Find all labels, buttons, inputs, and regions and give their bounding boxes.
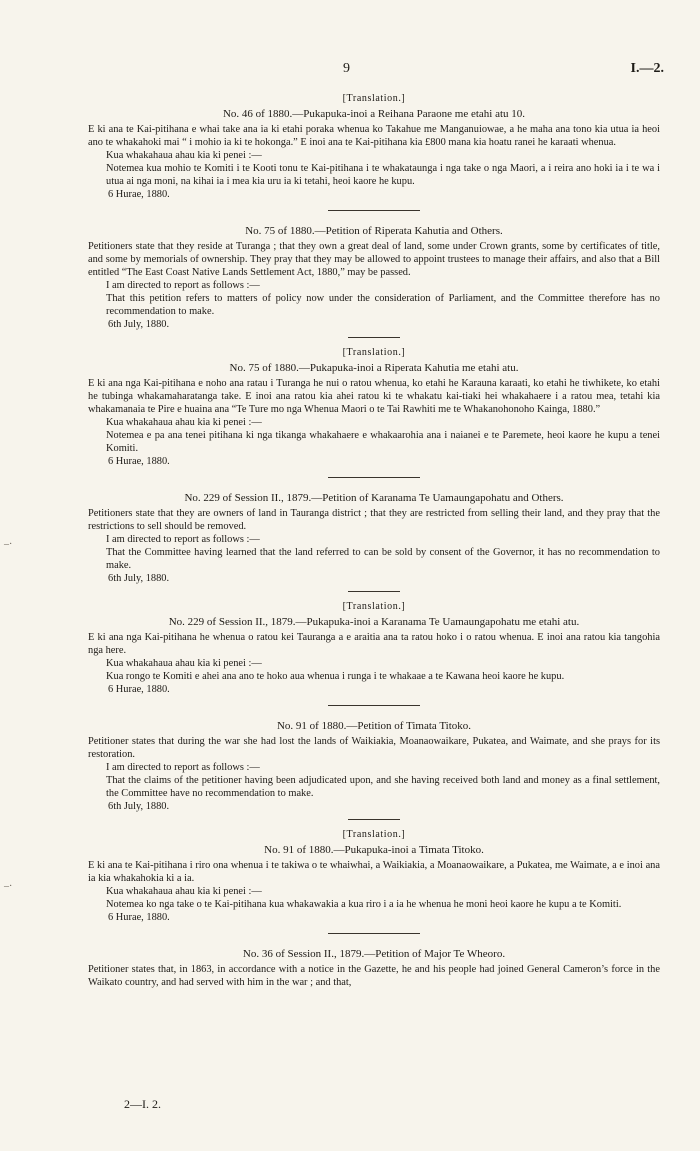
committee-report: That this petition refers to matters of policy now under the consideration of Parliament, and the Committee therefore has no recommendation to make. (106, 293, 660, 317)
report-directive: Kua whakahaua ahau kia ki penei :— (106, 417, 262, 428)
petition-body: E ki ana nga Kai-pitihana e noho ana ratau i Turanga he nui o ratou whenua, ko etahi he Karauna karaati, ko etahi he tiwhikete, ko etahi he tubinga whakamaharatanga take. E inoi ana ratou kia ahei ratou ki te whakatu kai-tiaki hei whakahaere i a ratou mea, tetahi kia whakamanaia te Pire e huaina ana “Te Ture mo nga Whenua Maori o te Tai Rawhiti me te Whakanohonoho Kainga, 1880.” (88, 378, 660, 415)
margin-mark: –· (4, 539, 13, 550)
petition-heading: No. 229 of Session II., 1879.—Pukapuka-inoi a Karanama Te Uamaungapohatu me etahi atu. (168, 616, 580, 628)
report-date: 6th July, 1880. (108, 319, 170, 330)
report-directive: Kua whakahaua ahau kia ki penei :— (106, 150, 262, 161)
report-date: 6 Hurae, 1880. (108, 684, 170, 695)
committee-report: Notemea ko nga take o te Kai-pitihana kua whakawakia a kua riro i a ia he whenua he moni heoi kaore he kupu a te Komiti. (106, 899, 622, 910)
translation-label: [Translation.] (342, 601, 406, 612)
document-body (88, 92, 660, 989)
report-directive: I am directed to report as follows :— (106, 762, 260, 773)
report-date: 6 Hurae, 1880. (108, 912, 170, 923)
section-divider (348, 591, 400, 592)
committee-report: Notemea e pa ana tenei pitihana ki nga tikanga whakahaere e whakaarohia ana i naianei e te Paremete, heoi kaore he kupu a tenei Komiti. (106, 430, 660, 454)
section-divider (328, 477, 420, 478)
signature-mark: 2—I. 2. (124, 1097, 161, 1111)
petition-body: Petitioner states that, in 1863, in accordance with a notice in the Gazette, he and his people had joined General Cameron’s force in the Waikato country, and had served with him in the war ; and that, (88, 964, 660, 988)
petition-heading: No. 91 of 1880.—Petition of Timata Titoko. (276, 720, 472, 732)
section-divider (328, 705, 420, 706)
report-date: 6th July, 1880. (108, 801, 170, 812)
petition-heading: No. 36 of Session II., 1879.—Petition of Major Te Wheoro. (242, 948, 506, 960)
section-divider (348, 819, 400, 820)
report-directive: I am directed to report as follows :— (106, 534, 260, 545)
petition-heading: No. 229 of Session II., 1879.—Petition of Karanama Te Uamaungapohatu and Others. (184, 492, 564, 504)
committee-report: Notemea kua mohio te Komiti i te Kooti tonu te Kai-pitihana i te whakataunga i nga take o nga Maori, a i reira ano hoki ia i te wa i utua ai nga moni, na kihai ia i mea kia uru ia ki tetahi, heoi kaore he kupu. (106, 163, 660, 187)
translation-label: [Translation.] (342, 93, 406, 104)
petition-heading: No. 46 of 1880.—Pukapuka-inoi a Reihana Paraone me etahi atu 10. (222, 108, 526, 120)
committee-report: That the Committee having learned that the land referred to can be sold by consent of the Governor, it has no recommendation to make. (106, 547, 660, 571)
petition-body: E ki ana te Kai-pitihana i riro ona whenua i te takiwa o te whaiwhai, a Waikiakia, a Moanaowaikare, a Pukatea, me Waimate, a e inoi ana ia kia whakahokia ki a ia. (88, 860, 660, 884)
report-directive: Kua whakahaua ahau kia ki penei :— (106, 886, 262, 897)
petition-body: Petitioners state that they reside at Turanga ; that they own a great deal of land, some under Crown grants, some by certificates of title, and some by memorials of ownership. They pray that they may be allowed to appoint trustees to manage their affairs, and also that a Bill entitled “The East Coast Native Lands Settlement Act, 1880,” may be passed. (88, 241, 660, 278)
section-divider (328, 210, 420, 211)
petition-heading: No. 75 of 1880.—Pukapuka-inoi a Riperata Kahutia me etahi atu. (229, 362, 519, 374)
report-directive: I am directed to report as follows :— (106, 280, 260, 291)
margin-mark: –· (4, 881, 13, 892)
page-header (0, 62, 700, 78)
section-divider (348, 337, 400, 338)
report-date: 6th July, 1880. (108, 573, 170, 584)
page-number: 9 (343, 61, 350, 76)
petition-body: E ki ana nga Kai-pitihana he whenua o ratou kei Tauranga a e araitia ana ta ratou hoko i o ratou whenua. E inoi ana ratou kia tangohia nga here. (88, 632, 660, 656)
petition-body: Petitioners state that they are owners of land in Tauranga district ; that they are restricted from selling their land, and they pray that the restrictions to sell should be removed. (88, 508, 660, 532)
report-directive: Kua whakahaua ahau kia ki penei :— (106, 658, 262, 669)
translation-label: [Translation.] (342, 347, 406, 358)
committee-report: That the claims of the petitioner having been adjudicated upon, and she having received both land and money as a final settlement, the Committee have no recommendation to make. (106, 775, 660, 799)
petition-heading: No. 75 of 1880.—Petition of Riperata Kahutia and Others. (245, 225, 503, 237)
committee-report: Kua rongo te Komiti e ahei ana ano te hoko aua whenua i runga i te whakaae a te Kawana heoi kaore he kupu. (106, 671, 565, 682)
petition-heading: No. 91 of 1880.—Pukapuka-inoi a Timata Titoko. (264, 844, 484, 856)
section-divider (328, 933, 420, 934)
petition-body: Petitioner states that during the war she had lost the lands of Waikiakia, Moanaowaikare, Pukatea, and Waimate, and she prays for its restoration. (88, 736, 660, 760)
report-date: 6 Hurae, 1880. (108, 456, 170, 467)
paper-reference: I.—2. (630, 61, 664, 76)
translation-label: [Translation.] (342, 829, 406, 840)
petition-body: E ki ana te Kai-pitihana e whai take ana ia ki etahi poraka whenua ko Takahue me Manganuiowae, a he maha ana tono kia utua ia heoi ano te whakahoki mai “ i mohio ia ki te hokonga.” E inoi ana te Kai-pitihana kia £800 mana kia hoatu ranei he karaati whenua. (88, 124, 660, 148)
report-date: 6 Hurae, 1880. (108, 189, 170, 200)
